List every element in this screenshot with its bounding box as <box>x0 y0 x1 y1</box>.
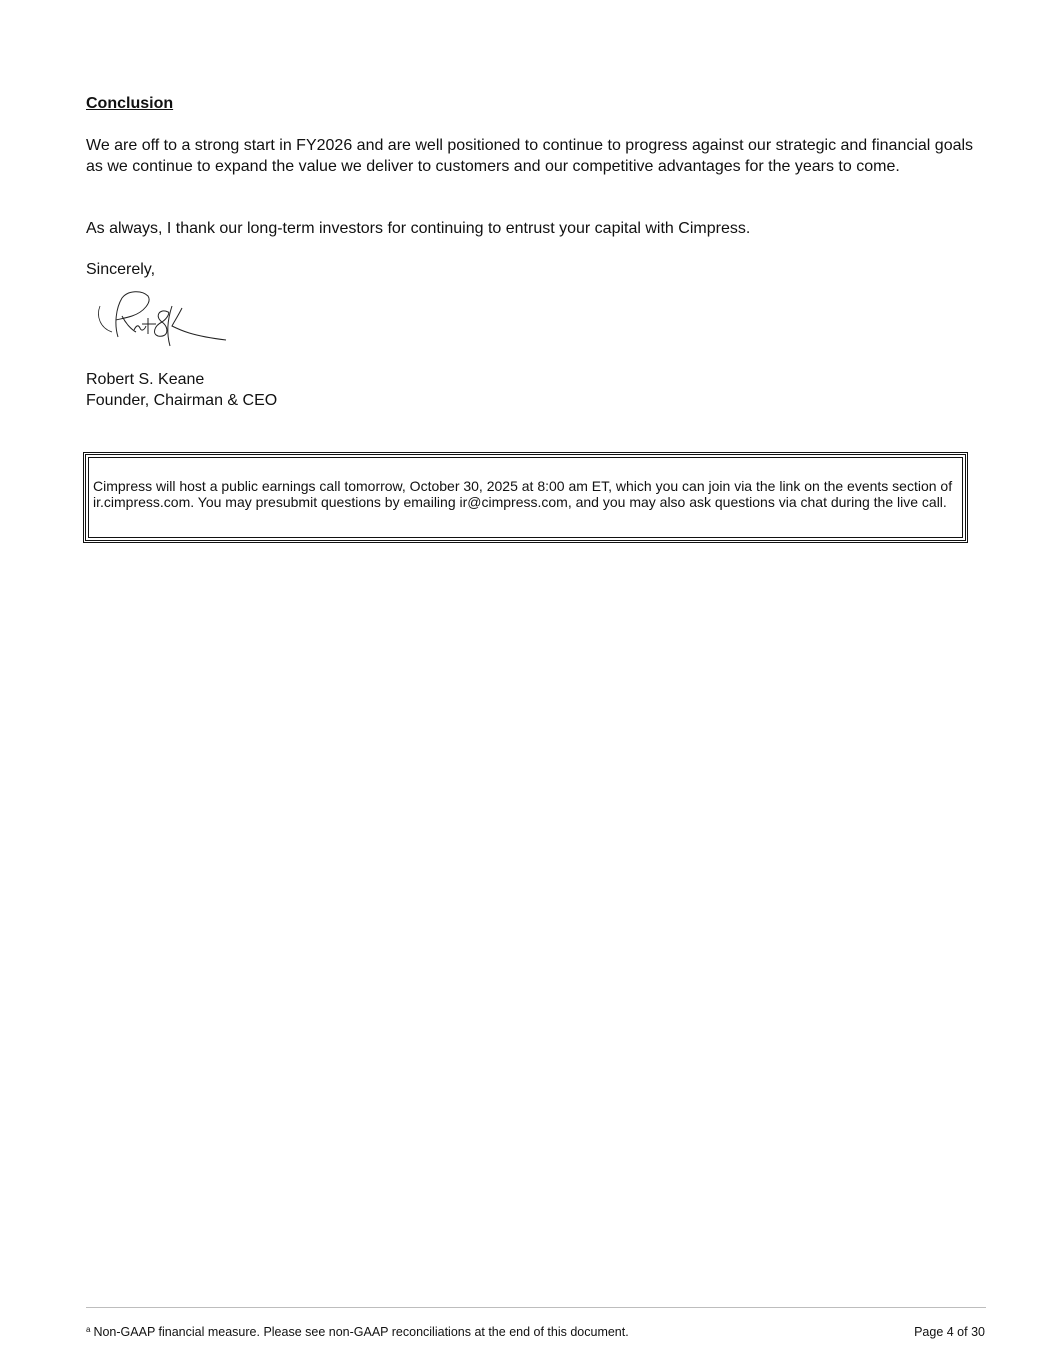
signatory-name: Robert S. Keane <box>86 371 205 388</box>
closing-salutation: Sincerely, <box>86 261 156 278</box>
page-number: Page 4 of 30 <box>914 1325 985 1339</box>
footnote-text: Non-GAAP financial measure. Please see non-GAAP reconciliations at the end of this document. <box>93 1325 629 1339</box>
handwritten-signature <box>92 286 232 352</box>
notice-inner-border <box>88 457 963 538</box>
thanks-paragraph: As always, I thank our long-term investors for continuing to entrust your capital with Cimpress. <box>86 220 751 237</box>
earnings-call-notice-text: Cimpress will host a public earnings call tomorrow, October 30, 2025 at 8:00 am ET, which you can join via the link on the events section of ir.cimpress.com. You may presubmit questions by emailing ir@cimpress.com, and you may also ask questions via chat during the live call. <box>93 478 953 510</box>
signatory-title: Founder, Chairman & CEO <box>86 392 278 409</box>
footer-divider <box>86 1307 986 1308</box>
conclusion-paragraph: We are off to a strong start in FY2026 and are well positioned to continue to progress against our strategic and financial goals as we continue to expand the value we deliver to customers and our competitive advantages for the years to come. <box>86 137 974 175</box>
earnings-call-notice-box <box>83 452 968 543</box>
section-heading: Conclusion <box>86 95 174 112</box>
footnote <box>86 1325 629 1339</box>
signature-block <box>86 369 277 411</box>
footnote-marker: a <box>86 1325 91 1334</box>
